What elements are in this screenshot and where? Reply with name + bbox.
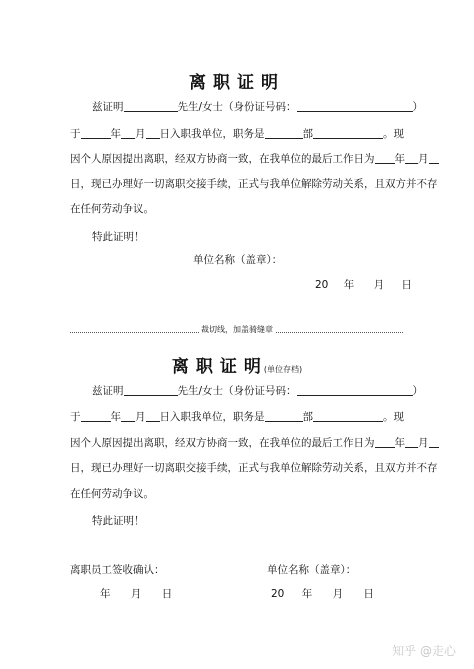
date-century: 20 [271,588,285,600]
position-blank[interactable] [313,127,383,139]
date-day-label: 日 [363,588,374,600]
id-number-blank[interactable] [297,384,413,396]
seal-label-text: 单位名称（盖章）： [267,564,357,576]
paragraph-line-1 [92,100,423,114]
text-month: 月 [135,128,146,140]
text-xian: 。现 [383,411,404,423]
entry-day-blank[interactable] [146,127,160,139]
text-zhengming: 兹证明 [92,385,124,397]
issue-date [315,277,412,292]
attest-text [92,513,145,528]
text-month: 月 [135,411,146,423]
paragraph-line-2 [70,127,404,141]
date-year-label: 年 [343,279,355,291]
date-day-label: 日 [401,279,412,291]
text-no-dispute: 在任何劳动争议。 [70,488,154,500]
text-id-label: 先生/女士（身份证号码： [177,101,297,113]
text-close-paren: ） [412,101,424,113]
cut-line-label [0,324,474,335]
date-year-label: 年 [100,588,111,600]
date-month-label: 月 [373,279,385,291]
id-number-blank[interactable] [297,100,413,112]
text-last-workday-label: 因个人原因提出离职，经双方协商一致，在我单位的最后工作日为 [70,437,375,449]
paragraph-line-4 [70,462,438,475]
attest-label: 特此证明！ [92,231,145,243]
text-no-dispute: 在任何劳动争议。 [70,203,154,215]
text-month: 月 [418,437,429,449]
seal-label [267,562,356,577]
date-day-label: 日 [161,588,173,600]
text-bu: 部 [302,411,313,423]
entry-month-blank[interactable] [121,127,135,139]
entry-month-blank[interactable] [121,410,135,422]
paragraph-line-3 [70,152,439,166]
paragraph-line-2 [70,410,404,424]
employee-sign-label [70,562,165,577]
archive-title-note: (单位存档) [263,365,303,374]
paragraph-line-4 [70,178,438,191]
text-zhengming: 兹证明 [92,101,124,113]
archive-issue-date [271,586,374,601]
date-year-label: 年 [301,588,313,600]
position-blank[interactable] [313,410,383,422]
text-position-label: 日入职我单位，职务是 [159,411,265,423]
text-handover: 日，现已办理好一切离职交接手续，正式与我单位解除劳动关系，且双方并不存 [70,462,438,474]
attest-label: 特此证明！ [92,515,145,527]
text-year: 年 [394,153,405,165]
date-month-label: 月 [130,588,142,600]
text-handover: 日，现已办理好一切离职交接手续，正式与我单位解除劳动关系，且双方并不存 [70,178,438,190]
archive-title-text: 离职证明 [171,357,268,377]
text-year: 年 [110,128,121,140]
archive-certificate-title [0,352,474,377]
paragraph-line-5 [70,203,154,216]
text-close-paren: ） [412,385,424,397]
certificate-title [0,68,474,93]
cut-line-label-text: 裁切线，加盖骑缝章 [201,325,273,334]
text-xian: 。现 [383,128,404,140]
date-century: 20 [315,279,329,291]
watermark-text: 知乎 @走心 [392,644,456,658]
last-year-blank[interactable] [375,436,395,448]
seal-label [193,252,282,267]
department-blank[interactable] [265,410,303,422]
last-year-blank[interactable] [375,152,395,164]
employee-sign-date [100,586,172,601]
seal-label-text: 单位名称（盖章）： [193,254,283,266]
paragraph-line-1 [92,384,423,398]
text-yu: 于 [70,128,81,140]
text-year: 年 [394,437,405,449]
entry-year-blank[interactable] [81,127,111,139]
text-bu: 部 [302,128,313,140]
text-year: 年 [110,411,121,423]
text-yu: 于 [70,411,81,423]
entry-day-blank[interactable] [146,410,160,422]
paragraph-line-3 [70,436,439,450]
text-last-workday-label: 因个人原因提出离职，经双方协商一致，在我单位的最后工作日为 [70,153,375,165]
text-position-label: 日入职我单位，职务是 [159,128,265,140]
text-id-label: 先生/女士（身份证号码： [177,385,297,397]
paragraph-line-5 [70,488,154,501]
certificate-title-text: 离职证明 [189,73,285,93]
name-blank[interactable] [124,100,178,112]
last-day-blank[interactable] [429,436,439,448]
attest-text [92,229,145,244]
last-day-blank[interactable] [429,152,439,164]
watermark [392,642,456,659]
date-month-label: 月 [332,588,344,600]
department-blank[interactable] [265,127,303,139]
employee-sign-label-text: 离职员工签收确认： [70,564,165,576]
last-month-blank[interactable] [405,152,418,164]
text-month: 月 [418,153,429,165]
name-blank[interactable] [124,384,178,396]
entry-year-blank[interactable] [81,410,111,422]
last-month-blank[interactable] [405,436,418,448]
